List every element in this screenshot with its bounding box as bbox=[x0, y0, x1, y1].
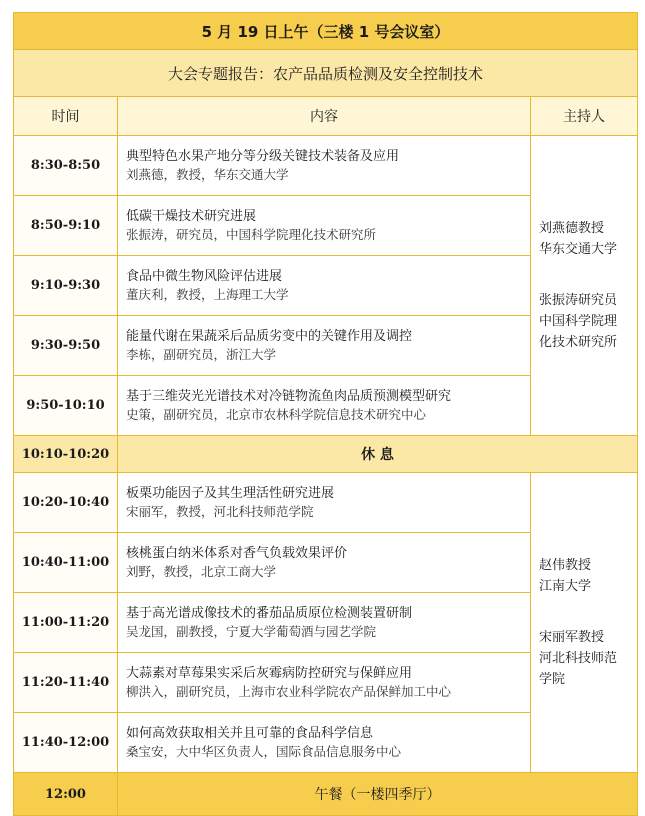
content-cell bbox=[118, 196, 531, 256]
table-row bbox=[14, 473, 638, 533]
content-cell bbox=[118, 593, 531, 653]
host-affiliation: 中国科学院理 bbox=[539, 314, 618, 329]
break-label: 休 息 bbox=[118, 436, 638, 473]
time-cell: 11:40-12:00 bbox=[14, 713, 118, 773]
time-cell: 10:40-11:00 bbox=[14, 533, 118, 593]
host-cell bbox=[531, 136, 638, 436]
talk-title: 板栗功能因子及其生理活性研究进展 bbox=[126, 486, 335, 501]
talk-title: 典型特色水果产地分等分级关键技术装备及应用 bbox=[126, 149, 400, 164]
talk-title: 核桃蛋白纳米体系对香气负载效果评价 bbox=[126, 546, 348, 561]
speaker-info: 桑宝安，大中华区负责人，国际食品信息服务中心 bbox=[126, 744, 402, 759]
speaker-info: 张振涛，研究员，中国科学院理化技术研究所 bbox=[126, 227, 377, 242]
break-row bbox=[14, 436, 638, 473]
host-cell bbox=[531, 473, 638, 773]
content-cell bbox=[118, 136, 531, 196]
speaker-info: 董庆利，教授，上海理工大学 bbox=[126, 287, 289, 302]
host-affiliation: 华东交通大学 bbox=[539, 242, 618, 257]
host-affiliation: 化技术研究所 bbox=[539, 335, 618, 350]
host-name: 张振涛研究员 bbox=[539, 293, 618, 308]
talk-title: 基于高光谱成像技术的番茄品质原位检测装置研制 bbox=[126, 606, 413, 621]
host-name: 刘燕德教授 bbox=[539, 221, 605, 236]
schedule-table bbox=[13, 12, 638, 816]
content-cell bbox=[118, 376, 531, 436]
lunch-label: 午餐（一楼四季厅） bbox=[118, 773, 638, 816]
table-row bbox=[14, 136, 638, 196]
talk-title: 大蒜素对草莓果实采后灰霉病防控研究与保鲜应用 bbox=[126, 666, 413, 681]
speaker-info: 吴龙国，副教授，宁夏大学葡萄酒与园艺学院 bbox=[126, 624, 377, 639]
column-header-time: 时间 bbox=[14, 97, 118, 136]
speaker-info: 刘野，教授，北京工商大学 bbox=[126, 564, 277, 579]
content-cell bbox=[118, 256, 531, 316]
column-header-content: 内容 bbox=[118, 97, 531, 136]
talk-title: 如何高效获取相关并且可靠的食品科学信息 bbox=[126, 726, 374, 741]
speaker-info: 李栋，副研究员，浙江大学 bbox=[126, 347, 277, 362]
content-cell bbox=[118, 713, 531, 773]
session-title: 大会专题报告：农产品品质检测及安全控制技术 bbox=[14, 50, 638, 97]
time-cell: 11:00-11:20 bbox=[14, 593, 118, 653]
date-venue-header: 5 月 19 日上午（三楼 1 号会议室） bbox=[14, 13, 638, 50]
time-cell: 9:30-9:50 bbox=[14, 316, 118, 376]
time-cell: 10:20-10:40 bbox=[14, 473, 118, 533]
lunch-time: 12:00 bbox=[14, 773, 118, 816]
content-cell bbox=[118, 533, 531, 593]
talk-title: 能量代谢在果蔬采后品质劣变中的关键作用及调控 bbox=[126, 329, 413, 344]
speaker-info: 史策，副研究员，北京市农林科学院信息技术研究中心 bbox=[126, 407, 427, 422]
content-cell bbox=[118, 653, 531, 713]
break-time: 10:10-10:20 bbox=[14, 436, 118, 473]
speaker-info: 宋丽军，教授，河北科技师范学院 bbox=[126, 504, 314, 519]
lunch-row bbox=[14, 773, 638, 816]
content-cell bbox=[118, 473, 531, 533]
time-cell: 9:50-10:10 bbox=[14, 376, 118, 436]
host-affiliation: 江南大学 bbox=[539, 579, 592, 594]
host-affiliation: 河北科技师范 bbox=[539, 651, 618, 666]
host-affiliation: 学院 bbox=[539, 672, 566, 687]
content-cell bbox=[118, 316, 531, 376]
talk-title: 基于三维荧光光谱技术对冷链物流鱼肉品质预测模型研究 bbox=[126, 389, 452, 404]
speaker-info: 刘燕德，教授，华东交通大学 bbox=[126, 167, 289, 182]
time-cell: 8:50-9:10 bbox=[14, 196, 118, 256]
talk-title: 低碳干燥技术研究进展 bbox=[126, 209, 257, 224]
time-cell: 9:10-9:30 bbox=[14, 256, 118, 316]
speaker-info: 柳洪入，副研究员，上海市农业科学院农产品保鲜加工中心 bbox=[126, 684, 452, 699]
time-cell: 11:20-11:40 bbox=[14, 653, 118, 713]
talk-title: 食品中微生物风险评估进展 bbox=[126, 269, 283, 284]
host-name: 宋丽军教授 bbox=[539, 630, 605, 645]
column-header-host: 主持人 bbox=[531, 97, 638, 136]
host-name: 赵伟教授 bbox=[539, 558, 592, 573]
time-cell: 8:30-8:50 bbox=[14, 136, 118, 196]
